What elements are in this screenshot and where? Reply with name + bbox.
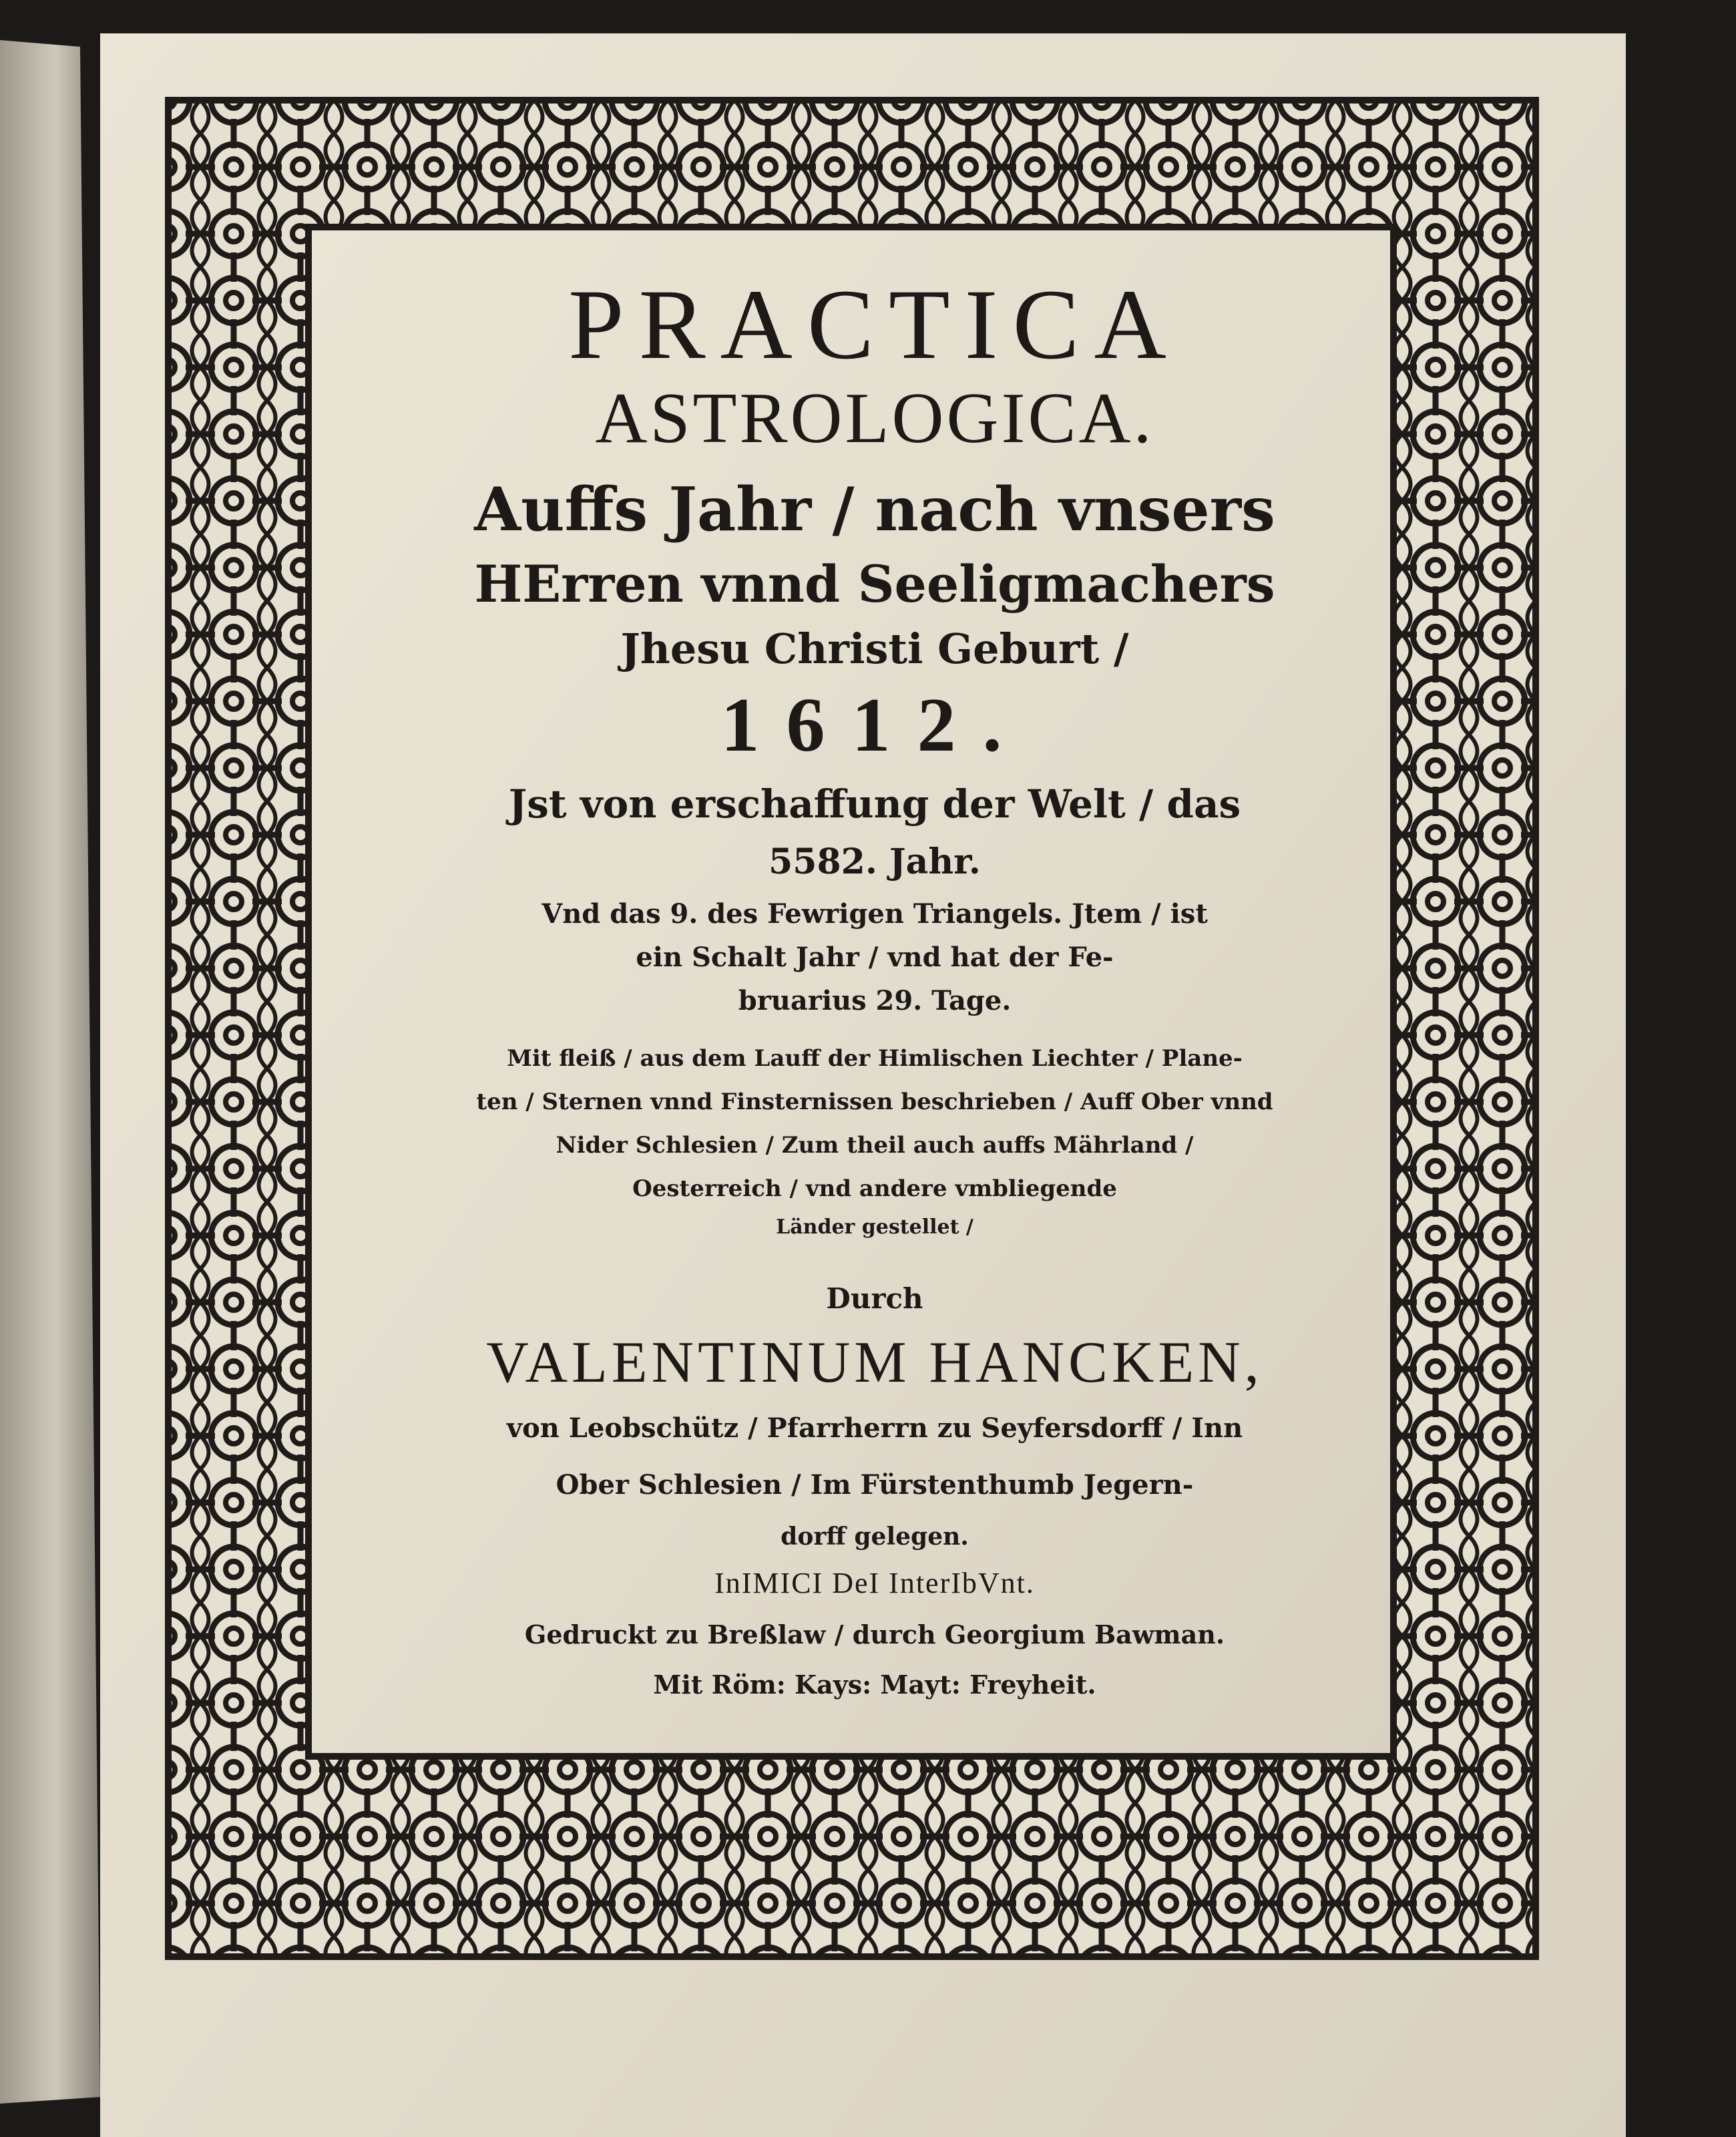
imprint: Gedruckt zu Breßlaw / durch Georgium Bawman. <box>524 1619 1225 1649</box>
subtitle-line-3: Jhesu Christi Geburt / <box>620 624 1129 673</box>
description-line-3: Nider Schlesien / Zum theil auch auffs Mährland / <box>556 1132 1194 1159</box>
year: 1612. <box>720 683 1029 768</box>
author-description-2: Ober Schlesien / Im Fürstenthumb Jegern- <box>556 1469 1194 1501</box>
leap-line-3: bruarius 29. Tage. <box>738 985 1012 1016</box>
author-name: VALENTINUM HANCKEN, <box>486 1330 1263 1395</box>
description-line-2: ten / Sternen vnnd Finsternissen beschrieben / Auff Ober vnnd <box>476 1089 1273 1115</box>
author-description-1: von Leobschütz / Pfarrherrn zu Seyfersdorff / Inn <box>506 1412 1243 1444</box>
title-astrologica: ASTROLOGICA. <box>595 379 1154 458</box>
subtitle-line-2: HErren vnnd Seeligmachers <box>474 554 1275 614</box>
by-line: Durch <box>826 1282 923 1315</box>
subtitle-line-1: Auffs Jahr / nach vnsers <box>474 474 1275 545</box>
title-page-text <box>374 254 1375 1756</box>
privilege: Mit Röm: Kays: Mayt: Freyheit. <box>653 1670 1096 1700</box>
leap-line-2: ein Schalt Jahr / vnd hat der Fe- <box>636 942 1114 973</box>
motto-chronogram: InIMICI DeI InterIbVnt. <box>714 1567 1035 1599</box>
leap-line-1: Vnd das 9. des Fewrigen Triangels. Jtem / ist <box>541 898 1208 930</box>
creation-line-2: 5582. Jahr. <box>769 841 981 882</box>
author-description-3: dorff gelegen. <box>781 1523 969 1551</box>
description-line-4: Oesterreich / vnd andere vmbliegende <box>632 1175 1117 1202</box>
creation-line-1: Jst von erschaffung der Welt / das <box>508 781 1241 827</box>
title-practica: PRACTICA <box>568 269 1181 380</box>
description-line-1: Mit fleiß / aus dem Lauff der Himlischen Liechter / Plane- <box>507 1045 1243 1072</box>
description-line-5: Länder gestellet / <box>776 1215 973 1239</box>
